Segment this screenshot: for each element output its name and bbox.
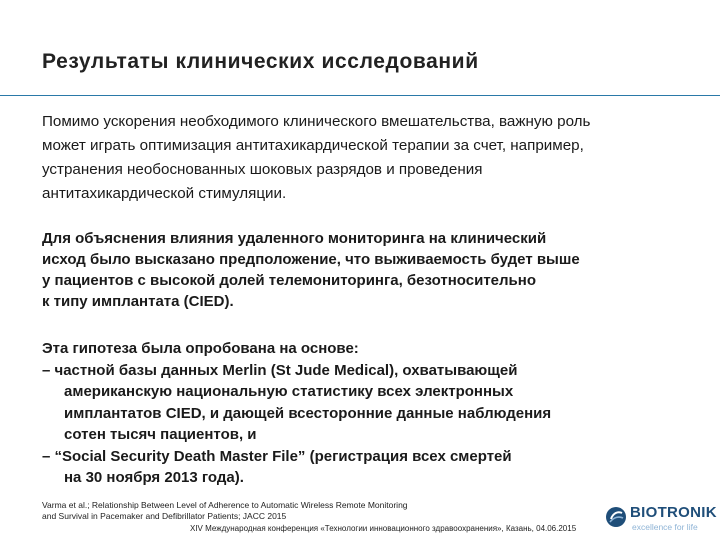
logo-tagline: excellence for life (632, 522, 698, 532)
reference-line: and Survival in Pacemaker and Defibrillator Patients; JACC 2015 (42, 511, 287, 521)
intro-line: может играть оптимизация антитахикардической терапии за счет, например, (42, 137, 584, 154)
tested-lead: Эта гипотеза была опробована на основе: (42, 340, 359, 357)
list-item-merlin-cont: сотен тысяч пациентов, и (64, 426, 257, 443)
reference-citation (42, 500, 562, 522)
biotronik-logo (605, 504, 715, 536)
tested-paragraph (42, 338, 702, 489)
biotronik-logo-icon (605, 506, 627, 533)
list-item-death-file-cont: на 30 ноября 2013 года). (64, 469, 244, 486)
logo-wordmark: BIOTRONIK (630, 504, 717, 521)
list-item-merlin-cont: имплантатов CIED, и дающей всесторонние данные наблюдения (64, 404, 552, 422)
hypothesis-line: к типу имплантата (CIED). (42, 293, 234, 310)
hypothesis-line: исход было высказано предположение, что выживаемость будет выше (42, 251, 580, 268)
page-title: Результаты клинических исследований (42, 50, 479, 73)
intro-paragraph (42, 110, 702, 206)
list-item-merlin: – частной базы данных Merlin (St Jude Medical), охватывающей (42, 361, 518, 379)
intro-line: устранения необоснованных шоковых разрядов и проведения (42, 161, 483, 178)
hypothesis-line: у пациентов с высокой долей телемониторинга, безотносительно (42, 272, 536, 289)
list-item-death-file: – “Social Security Death Master File” (регистрация всех смертей (42, 447, 512, 465)
intro-line: Помимо ускорения необходимого клинического вмешательства, важную роль (42, 113, 591, 130)
hypothesis-paragraph (42, 228, 702, 312)
conference-footer: XIV Международная конференция «Технологии инновационного здравоохранения», Казань, 04.06.2015 (190, 524, 577, 533)
hypothesis-line: Для объяснения влияния удаленного мониторинга на клинический (42, 230, 547, 247)
title-divider (0, 95, 720, 96)
list-item-merlin-cont: американскую национальную статистику всех электронных (64, 383, 514, 400)
reference-line: Varma et al.; Relationship Between Level of Adherence to Automatic Wireless Remote Monitoring (42, 500, 408, 510)
intro-line: антитахикардической стимуляции. (42, 185, 287, 202)
